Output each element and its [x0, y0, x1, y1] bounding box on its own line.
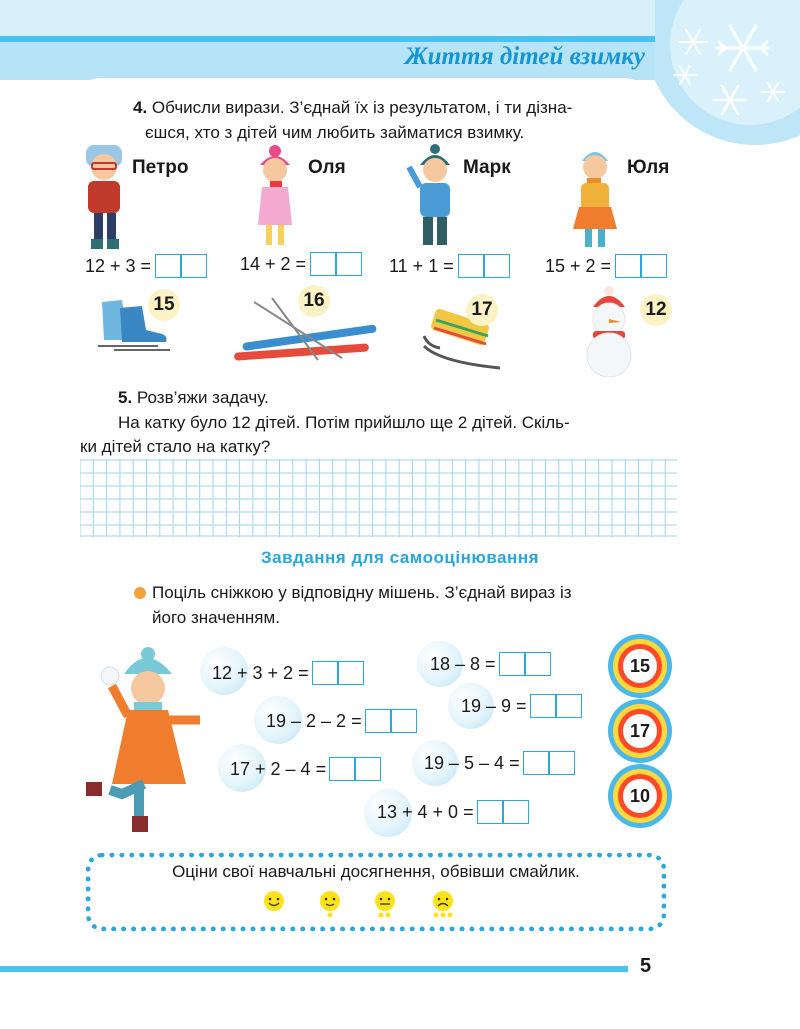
bullet-icon: [134, 587, 146, 599]
answer-box[interactable]: [312, 661, 338, 685]
answer-box[interactable]: [641, 254, 667, 278]
assess-expression-5: 17 + 2 – 4 =: [230, 757, 381, 781]
expression-1: 12 + 3 =: [85, 254, 207, 278]
assess-expression-2: 18 – 8 =: [430, 652, 551, 676]
task5-number: 5.: [118, 388, 133, 407]
target-10[interactable]: 10: [608, 764, 672, 828]
task4-text-line1: 4. Обчисли вирази. З’єднай їх із результатом, і ти дізна-: [133, 98, 573, 117]
child-name-mark: Марк: [463, 157, 511, 178]
answer-box[interactable]: [458, 254, 484, 278]
instruction-line2: його значенням.: [152, 608, 280, 627]
footer-bar: [0, 966, 628, 972]
answer-box[interactable]: [355, 757, 381, 781]
task4-text-line2: єшся, хто з дітей чим любить займатися взимку.: [145, 123, 525, 142]
smiley-neutral-icon[interactable]: [373, 890, 399, 920]
smiley-sad-icon[interactable]: [429, 890, 459, 920]
task5-title: 5. Розв’яжи задачу.: [118, 388, 269, 407]
answer-grid[interactable]: [80, 459, 677, 537]
expression-4: 15 + 2 =: [545, 254, 667, 278]
answer-box[interactable]: [155, 254, 181, 278]
task4-number: 4.: [133, 98, 148, 117]
assess-expression-4: 19 – 2 – 2 =: [266, 709, 417, 733]
answer-box[interactable]: [615, 254, 641, 278]
answer-box[interactable]: [365, 709, 391, 733]
expression-3: 11 + 1 =: [389, 254, 510, 278]
assess-expression-6: 19 – 5 – 4 =: [424, 751, 575, 775]
child-name-petro: Петро: [132, 157, 189, 178]
instruction-line1: Поціль сніжкою у відповідну мішень. З’єднай вираз із: [152, 583, 572, 602]
answer-box[interactable]: [549, 751, 575, 775]
answer-box[interactable]: [310, 252, 336, 276]
child-with-snowball-icon: [82, 644, 210, 836]
activity-badge-16: 16: [298, 285, 330, 317]
answer-box[interactable]: [499, 652, 525, 676]
answer-box[interactable]: [503, 800, 529, 824]
smiley-content-icon[interactable]: [318, 890, 344, 920]
target-15[interactable]: 15: [608, 634, 672, 698]
child-mark-icon: [405, 143, 460, 255]
activity-badge-12: 12: [640, 294, 672, 326]
assess-expression-1: 12 + 3 + 2 =: [212, 661, 364, 685]
answer-box[interactable]: [530, 694, 556, 718]
child-petro-icon: [80, 143, 130, 255]
answer-box[interactable]: [336, 252, 362, 276]
snowman-icon: [575, 285, 645, 380]
answer-box[interactable]: [525, 652, 551, 676]
answer-box[interactable]: [181, 254, 207, 278]
child-yulia-icon: [565, 143, 625, 255]
child-name-olya: Оля: [308, 157, 346, 178]
assess-expression-7: 13 + 4 + 0 =: [377, 800, 529, 824]
activity-badge-17: 17: [466, 294, 498, 326]
smiley-happy-icon[interactable]: [262, 890, 288, 916]
activity-badge-15: 15: [148, 289, 180, 321]
answer-box[interactable]: [556, 694, 582, 718]
answer-box[interactable]: [338, 661, 364, 685]
page-number: 5: [640, 955, 652, 977]
answer-box[interactable]: [391, 709, 417, 733]
child-name-yulia: Юля: [627, 157, 670, 178]
answer-box[interactable]: [477, 800, 503, 824]
expression-2: 14 + 2 =: [240, 252, 362, 276]
answer-box[interactable]: [329, 757, 355, 781]
task5-text-line2: ки дітей стало на катку?: [80, 437, 271, 456]
answer-box[interactable]: [484, 254, 510, 278]
self-assessment-title: Завдання для самооцінювання: [260, 548, 540, 567]
target-17[interactable]: 17: [608, 699, 672, 763]
child-olya-icon: [250, 143, 300, 255]
self-evaluation-text: Оціни свої навчальні досягнення, обвівши смайлик.: [172, 862, 580, 881]
answer-box[interactable]: [523, 751, 549, 775]
task5-text-line1: На катку було 12 дітей. Потім прийшло ще 2 дітей. Скіль-: [118, 413, 570, 432]
page-title: Життя дітей взимку: [404, 43, 645, 70]
assess-expression-3: 19 – 9 =: [461, 694, 582, 718]
